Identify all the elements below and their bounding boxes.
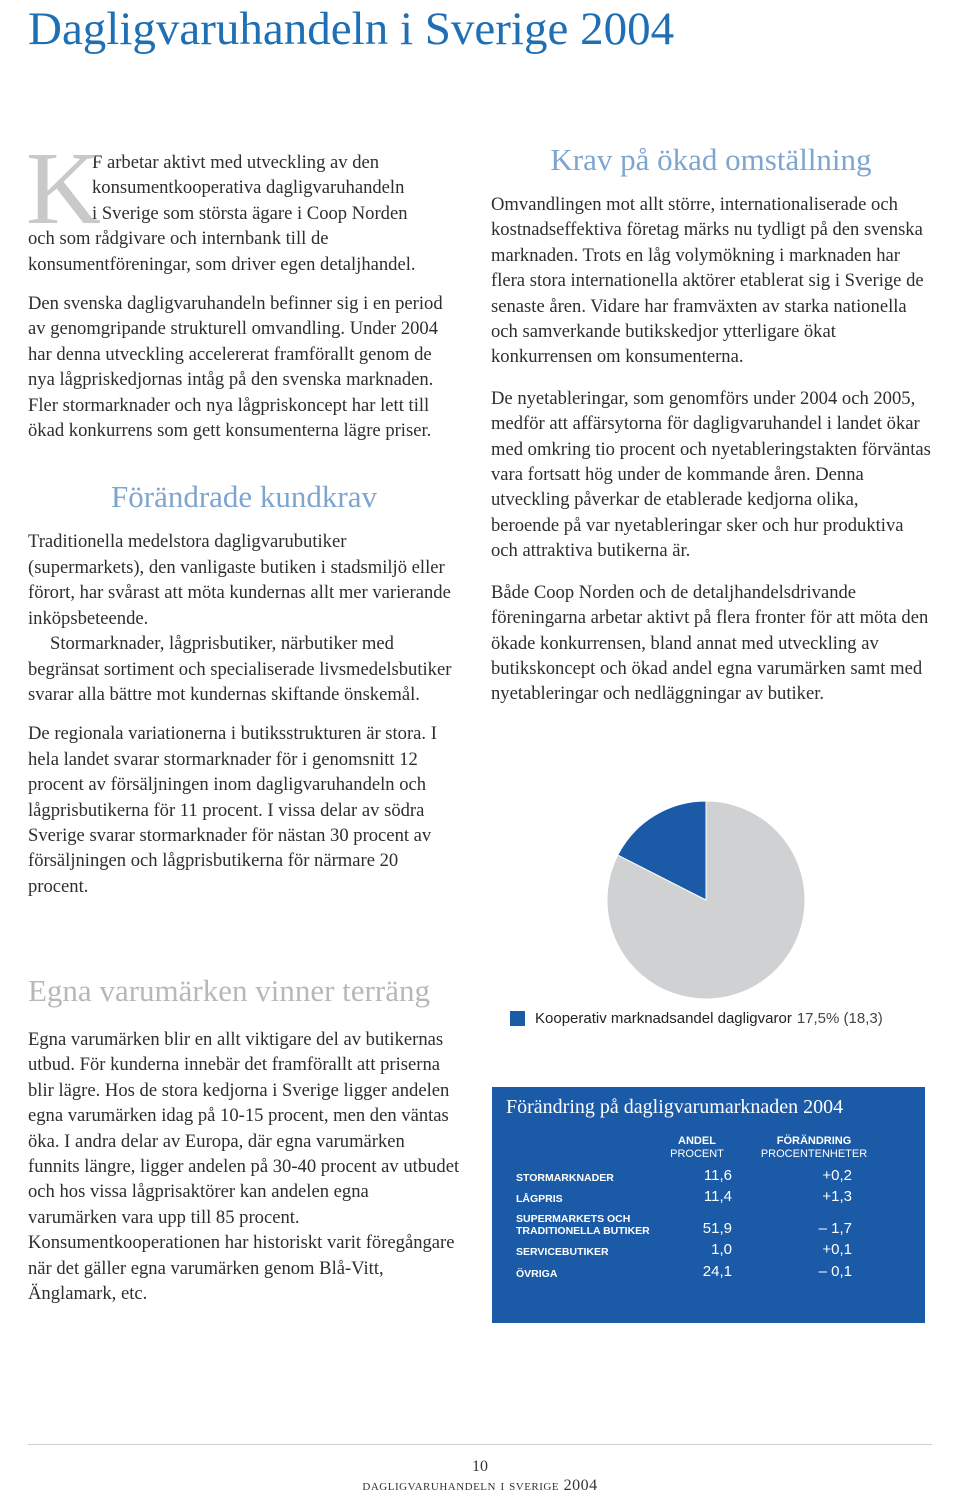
header-change-unit: PROCENTENHETER xyxy=(760,1148,868,1160)
chart-legend xyxy=(510,1010,883,1027)
table-header-change xyxy=(754,1135,874,1161)
paragraph-private-labels: Egna varumärken blir en allt viktigare del av butikernas utbud. För kunderna innebär det framförallt att priserna blir lägre. Hos de stora kedjorna i Sverige ligger andelen egna varumärken idag på 10-15 procent, men den väntas öka. I andra delar av Europa, där egna varumärken funnits längre, ligger andelen på 30-40 procent av utbudet och hos vissa lågprisaktörer kan andelen egna varumärken vara upp till 85 procent. Konsumentkooperationen har historiskt varit föregångare när det gäller egna varumärken genom Blå-Vitt, Änglamark, etc. xyxy=(28,1029,460,1305)
section-title-customer-demands: Förändrade kundkrav xyxy=(111,479,377,515)
paragraph-new-establishments: De nyetableringar, som genomförs under 2004 och 2005, medför att affärsytorna för dagligvaruhandel i landet ökar med omkring tio procent och nyetableringstakten förväntas vara fortsatt hög under de kommande åren. Denna utveckling påverkar de etablerade kedjorna olika, beroende på var nyetableringar sker och hur produktiva och attraktiva butikerna är. xyxy=(491,387,931,562)
right-column xyxy=(491,142,931,707)
row-label-ovriga: ÖVRIGA xyxy=(516,1268,558,1280)
row-share-servicebutiker: 1,0 xyxy=(711,1241,732,1258)
page-title: Dagligvaruhandeln i Sverige 2004 xyxy=(28,3,675,55)
legend-label: Kooperativ marknadsandel dagligvaror xyxy=(535,1010,792,1027)
lead-line-2: konsumentkooperativa dagligvaruhandeln xyxy=(92,177,405,199)
market-change-table xyxy=(492,1087,925,1323)
left-column xyxy=(26,131,460,899)
legend-swatch xyxy=(510,1011,525,1026)
table-title: Förändring på dagligvarumarknaden 2004 xyxy=(506,1096,844,1118)
header-change-label: FÖRÄNDRING xyxy=(776,1135,852,1147)
lead-line-1: F arbetar aktivt med utveckling av den xyxy=(92,152,380,173)
header-share-unit: PROCENT xyxy=(670,1148,724,1160)
row-change-stormarknader: +0,2 xyxy=(822,1167,852,1184)
paragraph-supermarkets: Traditionella medelstora dagligvarubutiker (supermarkets), den vanligaste butiken i stadsmiljö eller förort, har svårast att möta kundernas allt mer varierande inköpsbeteende. xyxy=(28,531,451,629)
lead-paragraph xyxy=(26,131,460,277)
header-share-label: ANDEL xyxy=(678,1135,716,1147)
legend-value: 17,5% (18,3) xyxy=(796,1010,883,1027)
section-title-restructuring: Krav på ökad omställning xyxy=(550,142,872,177)
footer-divider xyxy=(28,1444,932,1445)
paragraph-internationalization: Omvandlingen mot allt större, internationaliserade och kostnadseffektiva företag märks nu tydligt på den svenska marknaden. Trots en låg volymökning i marknaden har flera stora internationella aktörer etablerat sig i Sverige de senaste åren. Vidare har framväxten av starka nationella och samverkande butikskedjor ytterligare ökat konkurrensen om konsumenterna. xyxy=(491,194,924,368)
section-title-private-labels: Egna varumärken vinner terräng xyxy=(28,973,430,1008)
pie-slices xyxy=(607,801,805,999)
row-change-servicebutiker: +0,1 xyxy=(822,1241,852,1258)
market-share-pie-chart xyxy=(596,800,816,1000)
row-share-lagpris: 11,4 xyxy=(703,1188,732,1205)
row-label-supermarkets xyxy=(516,1213,650,1237)
row-label-servicebutiker: SERVICEBUTIKER xyxy=(516,1246,609,1258)
page-number: 10 xyxy=(472,1458,488,1475)
row-label-supermarkets-line2: TRADITIONELLA BUTIKER xyxy=(516,1225,650,1237)
paragraph-structural-change: Den svenska dagligvaruhandeln befinner sig i en period av genomgripande strukturell omvandling. Under 2004 har denna utveckling accelererat framförallt genom de nya lågpriskedjornas intåg på den svenska marknaden. Fler stormarknader och nya lågpriskoncept har lett till ökad konkurrens som gett konsumenterna lägre priser. xyxy=(28,293,443,442)
row-label-lagpris: LÅGPRIS xyxy=(516,1193,563,1205)
lead-line-3: i Sverige som största ägare i Coop Norden xyxy=(92,202,408,224)
paragraph-regional: De regionala variationerna i butiksstrukturen är stora. I hela landet svarar stormarknader för i genomsnitt 12 procent av försäljningen inom dagligvaruhandeln och lågprisbutikerna för 11 procent. I vissa delar av södra Sverige svarar stormarknader för nästan 30 procent av försäljningen och lågprisbutikerna för närmare 20 procent. xyxy=(28,723,437,897)
footer-running-title: dagligvaruhandeln i sverige 2004 xyxy=(362,1477,598,1494)
lead-rest: och som rådgivare och internbank till de konsumentföreningar, som driver egen detaljhandel. xyxy=(28,228,416,275)
paragraph-coop-response: Både Coop Norden och de detaljhandelsdrivande föreningarna arbetar aktivt på flera fronter för att möta den ökade konkurrensen, bland annat med utveckling av butikskoncept och ökad andel egna varumärken samt med nyetableringar och nedläggningar av butiker. xyxy=(491,581,929,705)
drop-cap: K xyxy=(26,131,102,246)
private-labels-section xyxy=(28,973,460,1306)
row-change-ovriga: – 0,1 xyxy=(818,1263,852,1280)
row-label-stormarknader: STORMARKNADER xyxy=(516,1172,614,1184)
row-share-ovriga: 24,1 xyxy=(702,1263,732,1280)
row-share-stormarknader: 11,6 xyxy=(703,1167,732,1184)
row-change-supermarkets: – 1,7 xyxy=(818,1220,852,1237)
row-share-supermarkets: 51,9 xyxy=(702,1220,732,1237)
table-header-share xyxy=(652,1135,742,1161)
row-label-supermarkets-line1: SUPERMARKETS OCH xyxy=(516,1213,631,1225)
paragraph-store-types: Stormarknader, lågprisbutiker, närbutiker med begränsat sortiment och specialiserade livsmedelsbutiker svarar alla bättre mot kundernas skiftande önskemål. xyxy=(28,633,452,705)
row-change-lagpris: +1,3 xyxy=(822,1188,852,1205)
